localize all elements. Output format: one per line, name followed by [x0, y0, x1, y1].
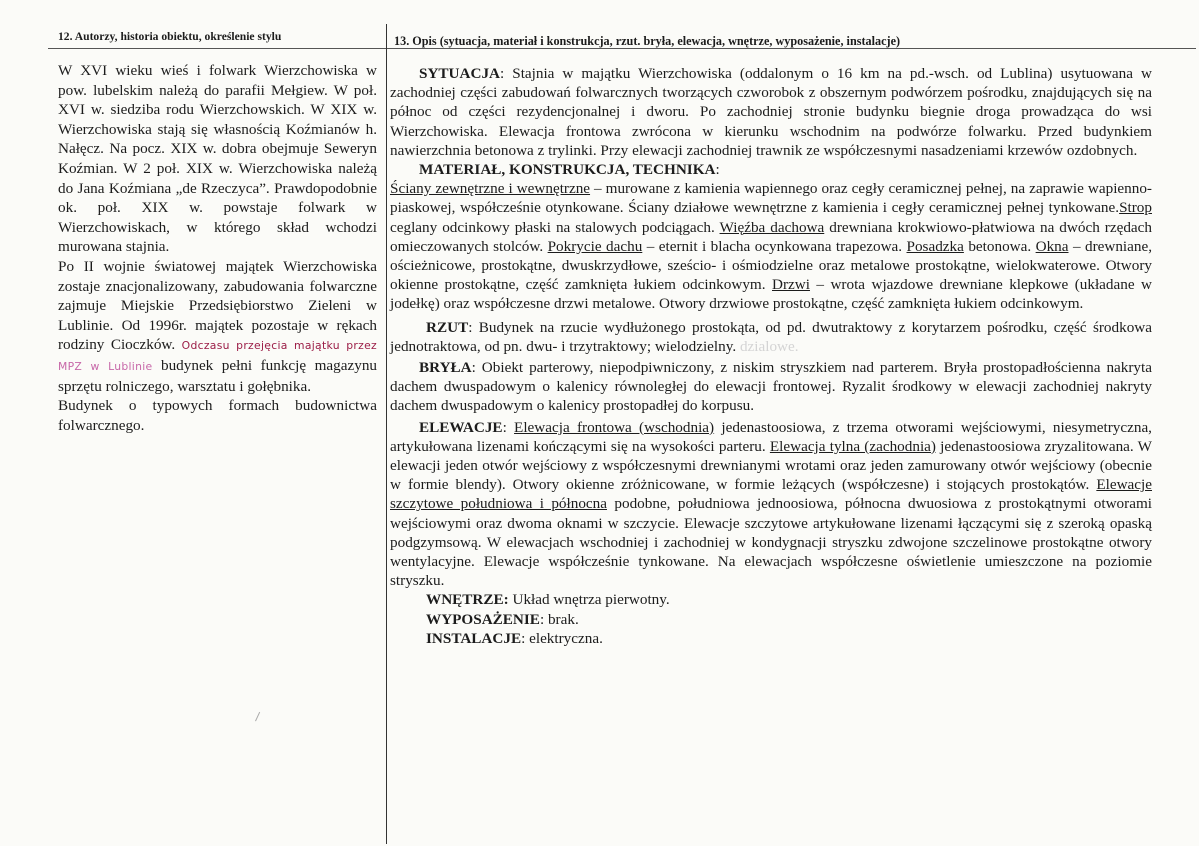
elewacja-frontowa-text: jedenastoosiowa, z trzema otworami wejściowymi, niesymetryczna, artykułowana lizenami kończącymi się na wysokości parteru. — [390, 418, 1152, 455]
sytuacja-paragraph — [390, 64, 1152, 160]
rzut-ghost-text: dzialowe. — [739, 337, 799, 355]
bryla-text: : Obiekt parterowy, niepodpiwniczony, z niskim stryszkiem nad parterem. Bryła prostopadłościenna nakryta dachem dwuspadowym o kalenicy równoległej do elewacji frontowej. Ryzalit środkowy w elewacji zachodniej nakryty dachem dwuspadowym o kalenicy prostopadłej do korpusu. — [390, 359, 1152, 415]
wiezba-text: drewniana krokwiowo-płatwiowa na dwóch rzędach omieczowanych stolców. — [390, 218, 1152, 255]
sytuacja-label: SYTUACJA — [419, 65, 501, 82]
okna-term: Okna — [1035, 237, 1069, 255]
pencil-mark — [255, 712, 262, 722]
wyposazenie-paragraph — [390, 610, 1152, 629]
wnetrze-text: Układ wnętrza pierwotny. — [508, 591, 670, 609]
history-paragraph-2 — [58, 257, 377, 396]
rzut-paragraph — [390, 318, 1152, 356]
elewacja-tylna-term: Elewacja tylna (zachodnia) — [769, 437, 936, 455]
history-column — [58, 61, 377, 435]
history-paragraph-1: W XVI wieku wieś i folwark Wierzchowiska w pow. lubelskim należą do parafii Mełgiew. W poł. XVI w. siedziba rodu Wierzchowskich. W XIX w. Wierzchowiska stają się własnością Koźmianów h. Nałęcz. Na pocz. XIX w. dobra obejmuje Seweryn Koźmian. W 2 poł. XIX w. Wierzchowiska należą do Jana Koźmiana „de Rzeczyca”. Prawdopodobnie ok. poł. XIX w. powstaje folwark w Wierzchowiskach, w którego skład wchodzi murowana stajnia. — [58, 62, 377, 256]
rzut-text: : Budynek na rzucie wydłużonego prostokąta, od pd. dwutraktowy z korytarzem pośrodku, część środkowa jednotraktowa, od pn. dwu- i trzytraktowy; wielodzielny. — [390, 318, 1152, 355]
bryla-label: BRYŁA — [419, 359, 472, 377]
elewacje-szczytowe-text: podobne, południowa jednoosiowa, północna dwuosiowa z prostokątnymi otworami wejściowymi oraz dwoma oknami w szczycie. Elewacje szczytowe artykułowane lizenami łączącymi się z szeroką opaską podgzymsową. W elewacjach wschodniej i zachodniej w kondygnacji stryszku zdwojone szczelinowe prostokątne otwory wentylacyjne. Elewacje współcześnie tynkowane. Na elewacjach współczesne oświetlenie umieszczone na poziomie stryszku. — [390, 495, 1152, 590]
bryla-paragraph — [390, 358, 1152, 416]
wiezba-term: Więźba dachowa — [719, 218, 825, 236]
wnetrze-paragraph — [390, 590, 1152, 609]
history-paragraph-3: Budynek o typowych formach budownictwa folwarcznego. — [58, 397, 377, 434]
handwritten-note-2: MPZ w Lublinie — [58, 359, 153, 373]
drzwi-term: Drzwi — [772, 276, 810, 294]
pokrycie-text: – eternit i blacha ocynkowana trapezowa. — [642, 237, 907, 255]
left-section-heading: 12. Autorzy, historia obiektu, określenie stylu — [58, 30, 282, 43]
wyposazenie-text: : brak. — [539, 610, 579, 628]
material-heading — [390, 160, 1152, 179]
elewacje-paragraph — [390, 418, 1152, 591]
pokrycie-term: Pokrycie dachu — [547, 237, 643, 255]
strop-term: Strop — [1119, 199, 1152, 217]
material-label: MATERIAŁ, KONSTRUKCJA, TECHNIKA — [419, 161, 716, 179]
rzut-label: RZUT — [426, 318, 469, 336]
wyposazenie-label: WYPOSAŻENIE — [426, 610, 540, 628]
description-column — [390, 64, 1152, 648]
handwritten-note-1: Odczasu przejęcia majątku przez — [181, 339, 377, 353]
instalacje-text: : elektryczna. — [521, 629, 603, 647]
elewacja-tylna-text: jedenastoosiowa zryzalitowana. W elewacji jeden otwór wejściowy z współczesnymi drewnianymi wrotami oraz jeden zamurowany otwór wejściowy (obecnie w formie blendy). Otwory okienne zróżnicowane, w formie leżących (współczesne) i stojących prostokątów. — [390, 437, 1152, 494]
strop-text: ceglany odcinkowy płaski na stalowych podciągach. — [390, 218, 720, 236]
elewacje-label: ELEWACJE — [419, 418, 503, 436]
material-paragraph — [390, 179, 1152, 313]
elewacja-frontowa-term: Elewacja frontowa (wschodnia) — [514, 418, 715, 436]
elewacje-colon: : — [502, 418, 515, 436]
material-colon: : — [715, 161, 720, 179]
drzwi-text: – wrota wjazdowe drewniane klepkowe (układane w jodełkę) oraz współczesne drzwi metalowe. Otwory drzwiowe prostokątne, część zamknięta łukiem odcinkowym. — [390, 276, 1152, 313]
elewacje-szczytowe-term: Elewacje szczytowe południowa i północna — [390, 476, 1152, 513]
sciany-text: – murowane z kamienia wapiennego oraz cegły ceramicznej pełnej, na zaprawie wapienno-piaskowej, współcześnie otynkowane. Ściany działowe wewnętrzne z kamienia i cegły ceramicznej pełnej tynkowane. — [390, 180, 1152, 217]
column-divider — [386, 24, 387, 844]
instalacje-label: INSTALACJE — [426, 629, 522, 647]
sytuacja-text: : Stajnia w majątku Wierzchowiska (oddalonym o 16 km na pd.-wsch. od Lublina) usytuowana w zachodniej części zabudowań folwarcznych tworzących czworobok z obszernym podwórzem pośrodku, znajdujących się na północ od części rezydencjonalnej i dworu. Po zachodniej stronie budynku biegnie droga prowadząca do wsi Wierzchowiska. Elewacja frontowa zwrócona w kierunku wschodnim na podwórze folwarku. Przed budynkiem nawierzchnia betonowa z trylinki. Przy elewacji zachodniej trawnik ze współczesnymi nasadzeniami krzewów ozdobnych. — [390, 65, 1152, 159]
right-section-heading: 13. Opis (sytuacja, materiał i konstrukcja, rzut. bryła, elewacja, wnętrze, wyposażenie, instalacje) — [394, 34, 901, 48]
wnetrze-label: WNĘTRZE: — [426, 591, 509, 609]
sciany-term: Ściany zewnętrzne i wewnętrzne — [390, 180, 591, 198]
okna-text: – drewniane, ościeżnicowe, prostokątne, dwuskrzydłowe, sześcio- i ośmiodzielne oraz metalowe prostokątne, wielokwaterowe. Otwory okienne prostokątne, część zamknięta łukiem odcinkowym. — [390, 237, 1153, 294]
history-paragraph-2-text: Po II wojnie światowej majątek Wierzchowiska zostaje znacjonalizowany, zabudowania folwarczne zajmuje Miejskie Przedsiębiorstwo Zieleni w Lublinie. Od 1996r. majątek pozostaje w rękach rodziny Cioczków. — [58, 257, 377, 354]
posadzka-term: Posadzka — [906, 237, 964, 255]
history-paragraph-2-tail: budynek pełni funkcję magazynu sprzętu rolniczego, warsztatu i gołębnika. — [58, 356, 378, 395]
instalacje-paragraph — [390, 629, 1152, 648]
posadzka-text: betonowa. — [963, 237, 1036, 255]
